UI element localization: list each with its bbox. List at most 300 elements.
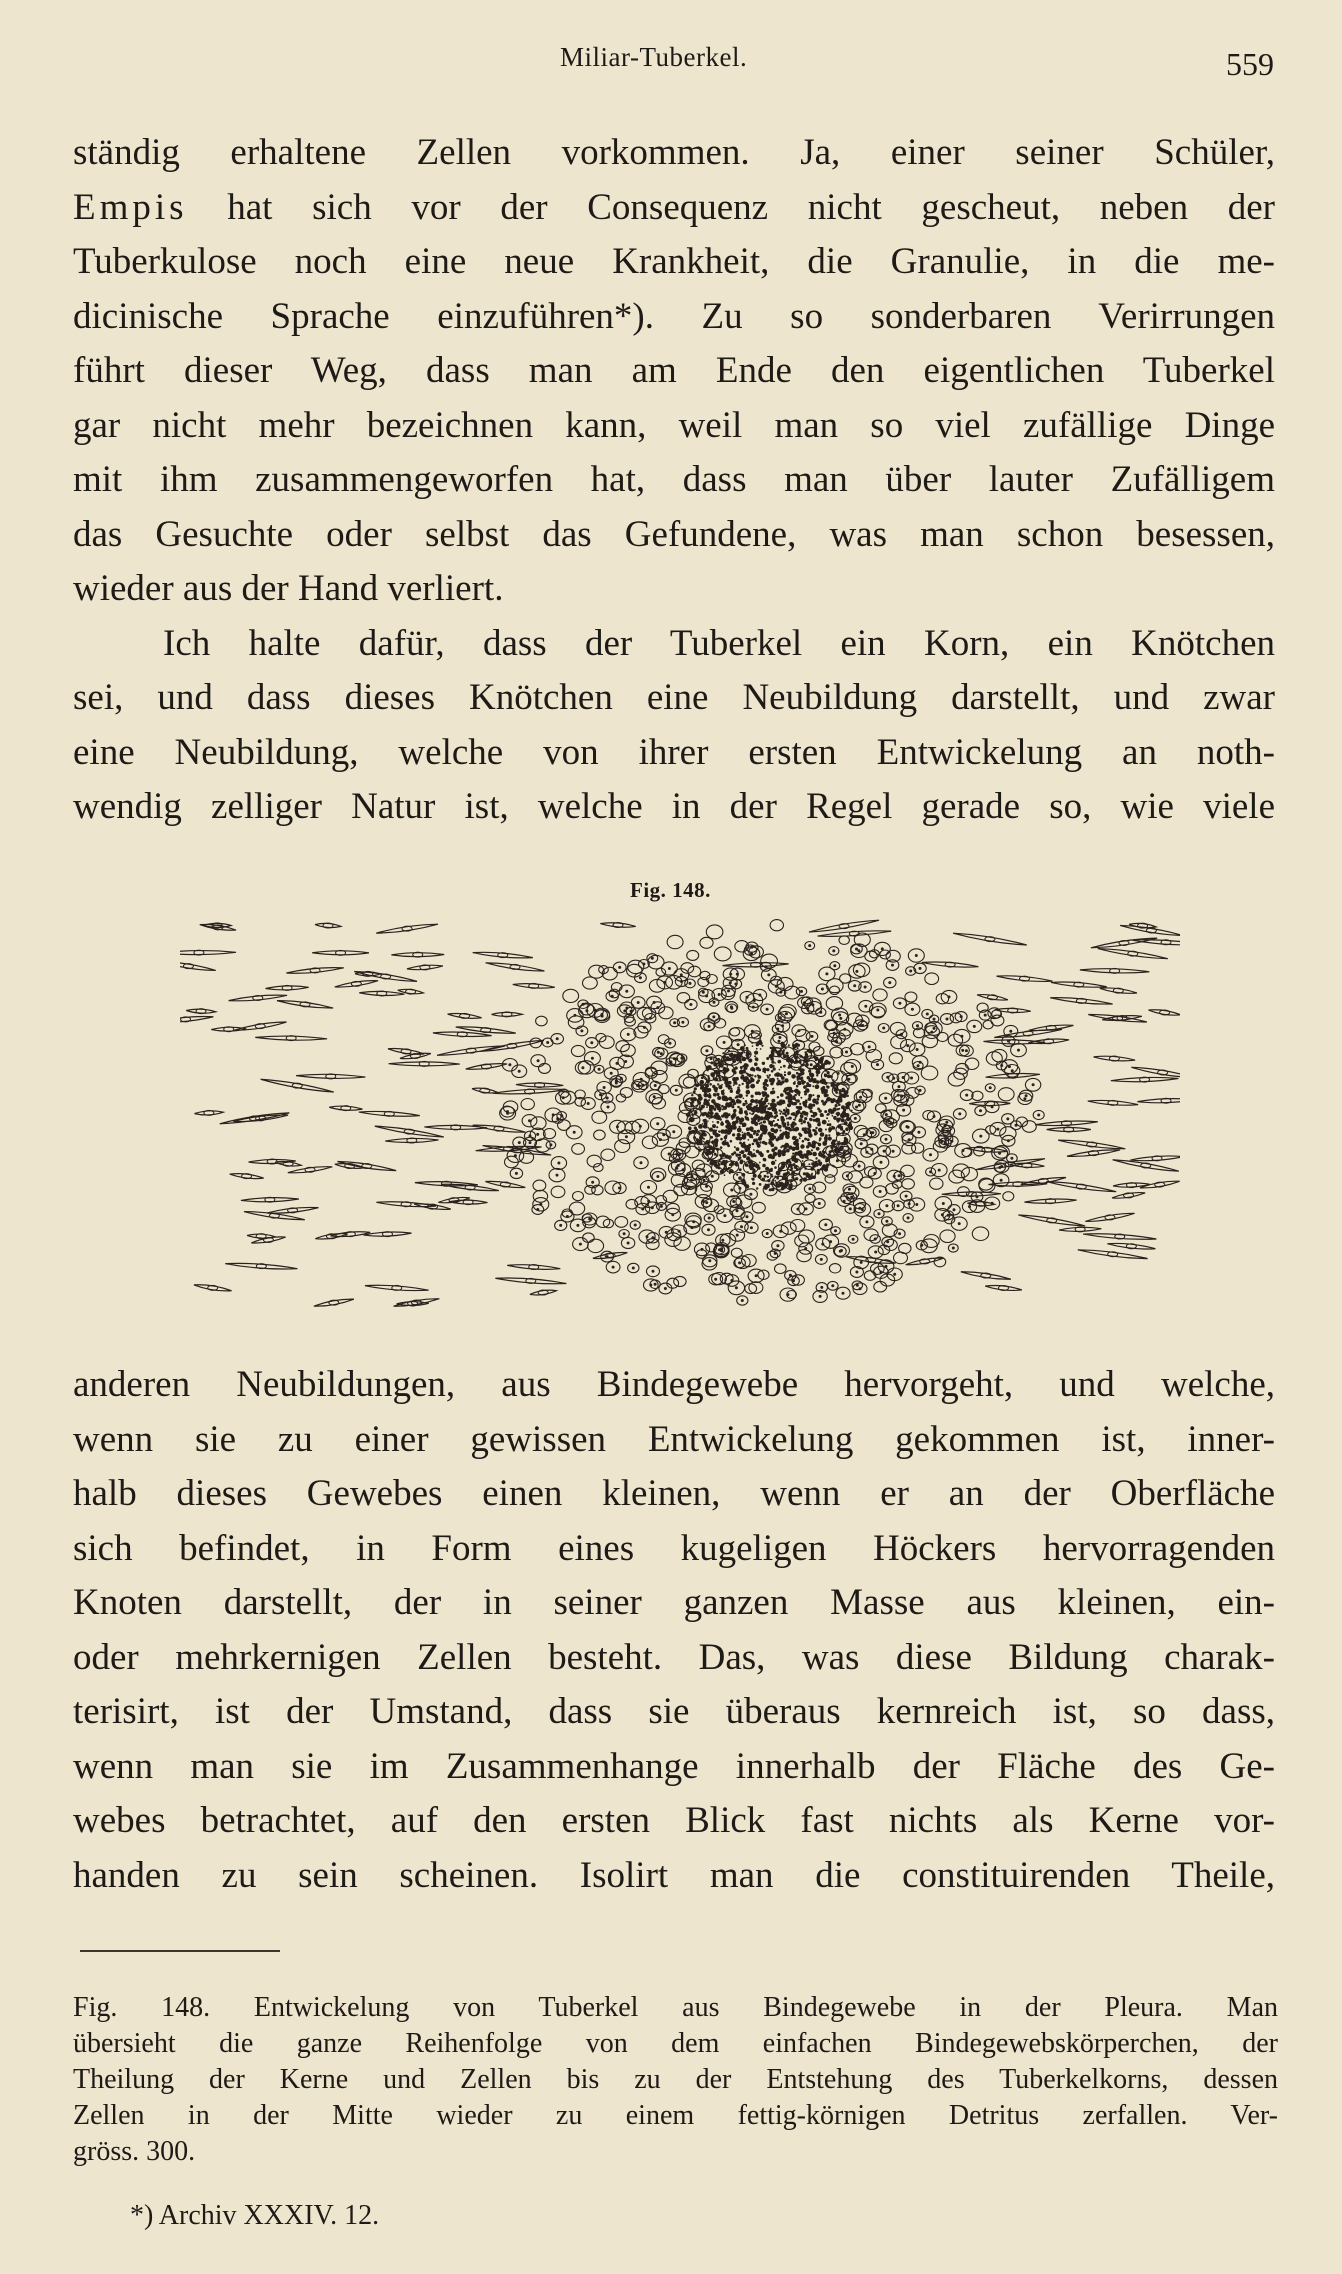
- detritus-granule: [800, 1114, 804, 1118]
- detritus-granule: [723, 1077, 728, 1082]
- detritus-granule: [760, 1126, 765, 1131]
- detritus-granule: [776, 1152, 778, 1154]
- detritus-granule: [835, 1091, 838, 1094]
- detritus-granule: [787, 1072, 790, 1075]
- spindle-cell: [1094, 1056, 1136, 1061]
- detritus-granule: [771, 1070, 774, 1073]
- detritus-granule: [767, 1076, 770, 1079]
- cell-nucleus: [764, 1175, 767, 1178]
- caption-line: übersieht die ganze Reihenfolge von dem einfachen Bindegewebskörperchen, der: [73, 2028, 1278, 2059]
- detritus-granule: [757, 1074, 759, 1076]
- detritus-granule: [773, 1108, 777, 1112]
- round-cell: [902, 1179, 915, 1189]
- detritus-granule: [851, 1110, 853, 1112]
- cell-nucleus: [689, 1003, 692, 1006]
- spindle-cell: [969, 1102, 1010, 1106]
- spindle-cell: [473, 952, 533, 958]
- spindle-cell: [1131, 1067, 1180, 1077]
- detritus-granule: [767, 1172, 769, 1174]
- detritus-granule: [827, 1071, 830, 1074]
- detritus-granule: [732, 1113, 736, 1117]
- detritus-granule: [802, 1082, 805, 1085]
- cell-nucleus: [871, 1131, 874, 1134]
- detritus-granule: [848, 1123, 852, 1127]
- cell-nucleus: [702, 1169, 705, 1172]
- detritus-granule: [808, 1094, 812, 1098]
- detritus-granule: [819, 1060, 823, 1064]
- spindle-cell: [275, 1161, 301, 1166]
- round-cell: [558, 1120, 571, 1131]
- cell-nucleus: [708, 1259, 711, 1262]
- round-cell: [596, 1033, 606, 1041]
- detritus-granule: [696, 1123, 698, 1125]
- detritus-granule: [723, 1167, 726, 1170]
- spindle-cell: [1024, 1199, 1076, 1203]
- detritus-granule: [784, 1078, 788, 1082]
- detritus-granule: [706, 1106, 708, 1108]
- detritus-granule: [714, 1141, 718, 1145]
- detritus-granule: [746, 1081, 750, 1085]
- detritus-granule: [763, 1186, 765, 1188]
- detritus-granule: [774, 1180, 776, 1182]
- cell-nucleus: [984, 1014, 987, 1017]
- cell-nucleus: [786, 1052, 789, 1055]
- round-cell: [615, 1217, 628, 1228]
- round-cell: [998, 1088, 1014, 1101]
- detritus-granule: [751, 1113, 753, 1115]
- detritus-granule: [820, 1057, 822, 1059]
- detritus-granule: [724, 1174, 726, 1176]
- cell-nucleus: [637, 1001, 640, 1004]
- cell-nucleus: [942, 1202, 945, 1205]
- detritus-granule: [754, 1055, 756, 1057]
- detritus-granule: [793, 1044, 797, 1048]
- detritus-granule: [826, 1085, 828, 1087]
- round-cell: [677, 993, 690, 1003]
- cell-nucleus: [800, 990, 803, 993]
- cell-nucleus: [630, 1010, 633, 1013]
- cell-nucleus: [669, 1042, 672, 1045]
- detritus-granule: [735, 1077, 739, 1081]
- cell-nucleus: [885, 1204, 888, 1207]
- round-cell: [588, 1239, 604, 1252]
- cell-nucleus: [860, 1261, 863, 1264]
- detritus-granule: [779, 1069, 781, 1071]
- detritus-granule: [807, 1127, 810, 1130]
- detritus-granule: [717, 1148, 720, 1151]
- detritus-granule: [712, 1124, 716, 1128]
- detritus-granule: [791, 1171, 795, 1175]
- cell-nucleus: [729, 981, 732, 984]
- detritus-granule: [709, 1096, 712, 1099]
- cell-nucleus: [820, 1286, 823, 1289]
- detritus-granule: [820, 1065, 822, 1067]
- cell-nucleus: [915, 954, 918, 957]
- cell-nucleus: [863, 1133, 866, 1136]
- cell-nucleus: [659, 1138, 662, 1141]
- detritus-granule: [751, 1074, 753, 1076]
- detritus-granule: [786, 1181, 789, 1184]
- detritus-granule: [762, 1164, 766, 1168]
- detritus-granule: [705, 1084, 709, 1088]
- spindle-cell: [1130, 1156, 1180, 1161]
- detritus-granule: [775, 1182, 778, 1185]
- cell-nucleus: [870, 1148, 873, 1151]
- detritus-granule: [764, 1098, 768, 1102]
- cell-nucleus: [708, 1025, 711, 1028]
- caption-line: Zellen in der Mitte wieder zu einem fettig-körnigen Detritus zerfallen. Ver-: [73, 2100, 1278, 2131]
- cell-nucleus: [840, 1249, 843, 1252]
- spindle-cell: [241, 1198, 299, 1202]
- detritus-granule: [787, 1104, 789, 1106]
- spindle-cell: [329, 1106, 362, 1110]
- round-cell: [642, 1136, 657, 1149]
- detritus-granule: [828, 1153, 832, 1157]
- round-cell: [922, 1035, 937, 1048]
- detritus-granule: [751, 1104, 753, 1106]
- detritus-granule: [716, 1115, 720, 1119]
- cell-nucleus: [859, 1096, 862, 1099]
- cell-nucleus: [627, 1033, 630, 1036]
- detritus-granule: [783, 1123, 786, 1126]
- detritus-granule: [743, 1098, 745, 1100]
- round-cell: [589, 965, 605, 978]
- detritus-granule: [704, 1088, 707, 1091]
- detritus-granule: [824, 1090, 828, 1094]
- detritus-granule: [831, 1085, 833, 1087]
- cell-nucleus: [991, 1202, 994, 1205]
- cell-nucleus: [652, 1270, 655, 1273]
- detritus-granule: [737, 1106, 740, 1109]
- detritus-granule: [753, 1139, 756, 1142]
- cell-nucleus: [961, 1049, 964, 1052]
- spindle-cell: [365, 1285, 429, 1290]
- detritus-granule: [796, 1091, 798, 1093]
- text-line: ständig erhaltene Zellen vorkommen. Ja, einer seiner Schüler,: [73, 132, 1275, 173]
- detritus-granule: [829, 1127, 832, 1130]
- spindle-cell: [255, 1036, 327, 1040]
- detritus-granule: [846, 1117, 850, 1121]
- round-cell: [795, 1235, 809, 1247]
- detritus-granule: [811, 1162, 814, 1165]
- detritus-granule: [827, 1113, 830, 1116]
- round-cell: [925, 973, 939, 985]
- cell-nucleus: [902, 1109, 905, 1112]
- detritus-granule: [801, 1163, 805, 1167]
- detritus-granule: [813, 1100, 817, 1104]
- detritus-granule: [759, 1162, 761, 1164]
- cell-nucleus: [873, 1172, 876, 1175]
- detritus-granule: [720, 1170, 725, 1175]
- detritus-granule: [802, 1111, 806, 1115]
- detritus-granule: [803, 1120, 806, 1123]
- cell-nucleus: [1017, 1049, 1020, 1052]
- cell-nucleus: [573, 1131, 576, 1134]
- author-name: Empis: [73, 186, 188, 228]
- spindle-cell: [516, 1083, 563, 1087]
- round-cell: [905, 992, 917, 1002]
- detritus-granule: [814, 1067, 817, 1070]
- detritus-granule: [761, 1091, 764, 1094]
- detritus-granule: [732, 1047, 734, 1049]
- detritus-granule: [758, 1174, 762, 1178]
- detritus-granule: [772, 1081, 774, 1083]
- detritus-granule: [761, 1132, 763, 1134]
- detritus-granule: [819, 1152, 821, 1154]
- detritus-granule: [817, 1142, 819, 1144]
- detritus-granule: [795, 1060, 799, 1064]
- cell-nucleus: [958, 1112, 961, 1115]
- detritus-granule: [812, 1085, 814, 1087]
- detritus-granule: [688, 1112, 690, 1114]
- spindle-cell: [389, 1062, 460, 1066]
- cell-nucleus: [906, 1044, 909, 1047]
- round-cell: [752, 1202, 765, 1213]
- detritus-granule: [769, 1112, 772, 1115]
- spindle-cell: [312, 951, 369, 955]
- spindle-cell: [1047, 1128, 1091, 1132]
- detritus-granule: [818, 1109, 821, 1112]
- detritus-granule: [719, 1079, 721, 1081]
- detritus-granule: [795, 1136, 797, 1138]
- cell-nucleus: [852, 1238, 855, 1241]
- detritus-granule: [698, 1094, 702, 1098]
- detritus-granule: [697, 1100, 699, 1102]
- cell-nucleus: [678, 1230, 681, 1233]
- detritus-granule: [740, 1075, 744, 1079]
- cell-nucleus: [944, 1124, 947, 1127]
- detritus-granule: [703, 1133, 706, 1136]
- text-line: terisirt, ist der Umstand, dass sie überaus kernreich ist, so dass,: [73, 1691, 1275, 1732]
- cell-nucleus: [926, 1013, 929, 1016]
- cell-nucleus: [859, 1287, 862, 1290]
- detritus-granule: [756, 1141, 760, 1145]
- spindle-cell: [1083, 1234, 1156, 1240]
- cell-nucleus: [854, 1117, 857, 1120]
- detritus-granule: [816, 1074, 818, 1076]
- round-cell: [797, 1250, 811, 1262]
- detritus-granule: [801, 1079, 804, 1082]
- detritus-granule: [755, 1058, 758, 1061]
- detritus-granule: [736, 1083, 738, 1085]
- cell-nucleus: [693, 1136, 696, 1139]
- cell-nucleus: [833, 964, 836, 967]
- cell-nucleus: [911, 1008, 914, 1011]
- detritus-granule: [788, 1117, 790, 1119]
- cell-nucleus: [585, 1009, 588, 1012]
- text-line: Knoten darstellt, der in seiner ganzen Masse aus kleinen, ein-: [73, 1582, 1275, 1623]
- detritus-granule: [776, 1138, 779, 1141]
- cell-nucleus: [618, 966, 621, 969]
- cell-nucleus: [919, 967, 922, 970]
- detritus-granule: [738, 1094, 743, 1099]
- page-number: 559: [1226, 46, 1274, 82]
- detritus-granule: [807, 1122, 810, 1125]
- cell-nucleus: [675, 1167, 678, 1170]
- detritus-granule: [771, 1061, 774, 1064]
- cell-nucleus: [880, 1161, 883, 1164]
- detritus-granule: [747, 1052, 750, 1055]
- cell-nucleus: [915, 1203, 918, 1206]
- spindle-cell: [1028, 1039, 1069, 1044]
- round-cell: [535, 1139, 551, 1152]
- detritus-granule: [793, 1082, 796, 1085]
- cell-nucleus: [909, 970, 912, 973]
- cell-nucleus: [668, 967, 671, 970]
- detritus-granule: [736, 1057, 741, 1062]
- cell-nucleus: [829, 1150, 832, 1153]
- detritus-granule: [795, 1146, 799, 1150]
- spindle-cell: [1058, 1140, 1125, 1149]
- detritus-granule: [729, 1053, 733, 1057]
- cell-nucleus: [671, 1213, 674, 1216]
- detritus-granule: [763, 1120, 766, 1123]
- cell-nucleus: [933, 1018, 936, 1021]
- detritus-granule: [783, 1049, 785, 1051]
- detritus-granule: [801, 1147, 803, 1149]
- round-cell: [1003, 1192, 1014, 1201]
- detritus-granule: [744, 1066, 748, 1070]
- detritus-granule: [713, 1093, 716, 1096]
- detritus-granule: [716, 1093, 719, 1096]
- round-cell: [615, 1140, 630, 1153]
- round-cell: [674, 1184, 688, 1195]
- detritus-granule: [743, 1072, 745, 1074]
- cell-nucleus: [675, 1153, 678, 1156]
- detritus-granule: [825, 1160, 827, 1162]
- detritus-granule: [832, 1079, 834, 1081]
- detritus-granule: [815, 1142, 817, 1144]
- detritus-granule: [796, 1110, 800, 1114]
- detritus-granule: [807, 1106, 809, 1108]
- detritus-granule: [743, 1051, 745, 1053]
- detritus-granule: [739, 1168, 742, 1171]
- round-cell: [521, 1099, 534, 1110]
- detritus-granule: [751, 1120, 756, 1125]
- detritus-granule: [804, 1138, 807, 1141]
- detritus-granule: [780, 1116, 784, 1120]
- round-cell: [829, 1264, 840, 1273]
- detritus-granule: [783, 1173, 788, 1178]
- detritus-granule: [841, 1105, 845, 1109]
- detritus-granule: [808, 1133, 812, 1137]
- detritus-granule: [724, 1099, 726, 1101]
- cell-nucleus: [638, 1084, 641, 1087]
- spindle-cell: [180, 951, 236, 955]
- detritus-granule: [746, 1145, 750, 1149]
- detritus-granule: [781, 1165, 785, 1169]
- cell-nucleus: [705, 1201, 708, 1204]
- round-cell: [621, 1044, 636, 1056]
- spindle-cell: [530, 1290, 557, 1295]
- detritus-granule: [771, 1174, 773, 1176]
- detritus-granule: [732, 1059, 736, 1063]
- detritus-granule: [735, 1153, 738, 1156]
- cell-nucleus: [649, 1284, 652, 1287]
- detritus-granule: [792, 1155, 796, 1159]
- spindle-cell: [355, 972, 381, 976]
- detritus-granule: [829, 1124, 831, 1126]
- cell-nucleus: [708, 1217, 711, 1220]
- detritus-granule: [824, 1139, 827, 1142]
- detritus-granule: [713, 1087, 718, 1092]
- detritus-granule: [759, 1136, 761, 1138]
- detritus-granule: [756, 1099, 758, 1101]
- detritus-granule: [812, 1079, 817, 1084]
- cell-nucleus: [943, 1134, 946, 1137]
- detritus-granule: [778, 1138, 780, 1140]
- cell-nucleus: [930, 1031, 933, 1034]
- detritus-granule: [778, 1060, 782, 1064]
- detritus-granule: [826, 1163, 829, 1166]
- detritus-granule: [712, 1121, 714, 1123]
- detritus-granule: [720, 1157, 723, 1160]
- detritus-granule: [786, 1118, 788, 1120]
- cell-nucleus: [1008, 1065, 1011, 1068]
- cell-nucleus: [808, 944, 811, 947]
- cell-nucleus: [919, 1061, 922, 1064]
- cell-nucleus: [845, 1051, 848, 1054]
- detritus-granule: [781, 1150, 784, 1153]
- detritus-granule: [801, 1064, 804, 1067]
- detritus-granule: [775, 1160, 777, 1162]
- cell-nucleus: [767, 973, 770, 976]
- detritus-granule: [726, 1103, 730, 1107]
- cell-nucleus: [536, 1208, 539, 1211]
- detritus-granule: [784, 1112, 787, 1115]
- detritus-granule: [836, 1118, 840, 1122]
- cell-nucleus: [888, 981, 891, 984]
- detritus-granule: [797, 1106, 800, 1109]
- cell-nucleus: [646, 1235, 649, 1238]
- detritus-granule: [834, 1149, 838, 1153]
- detritus-granule: [791, 1113, 794, 1116]
- detritus-granule: [724, 1165, 727, 1168]
- detritus-granule: [714, 1077, 718, 1081]
- detritus-granule: [720, 1138, 723, 1141]
- detritus-granule: [779, 1113, 781, 1115]
- spindle-cell: [1111, 1077, 1179, 1081]
- round-cell: [790, 1220, 804, 1232]
- detritus-granule: [751, 1178, 753, 1180]
- detritus-granule: [799, 1118, 803, 1122]
- round-cell: [674, 1276, 686, 1286]
- cell-nucleus: [825, 972, 828, 975]
- detritus-granule: [756, 1133, 759, 1136]
- detritus-granule: [834, 1087, 838, 1091]
- spindle-cell: [364, 1232, 412, 1236]
- cell-nucleus: [885, 1220, 888, 1223]
- detritus-granule: [721, 1090, 724, 1093]
- detritus-granule: [739, 1126, 741, 1128]
- text-line: anderen Neubildungen, aus Bindegewebe hervorgeht, und welche,: [73, 1364, 1275, 1405]
- cell-nucleus: [718, 993, 721, 996]
- detritus-granule: [710, 1067, 712, 1069]
- detritus-granule: [845, 1103, 848, 1106]
- detritus-granule: [728, 1085, 730, 1087]
- detritus-granule: [755, 1164, 760, 1169]
- cell-nucleus: [811, 1035, 814, 1038]
- detritus-granule: [692, 1115, 694, 1117]
- cell-nucleus: [649, 1017, 652, 1020]
- text-line: oder mehrkernigen Zellen besteht. Das, was diese Bildung charak-: [73, 1636, 1275, 1678]
- detritus-granule: [719, 1154, 721, 1156]
- detritus-granule: [792, 1048, 794, 1050]
- detritus-granule: [771, 1161, 775, 1165]
- detritus-granule: [781, 1187, 785, 1191]
- cell-nucleus: [855, 970, 858, 973]
- round-cell: [620, 1088, 632, 1098]
